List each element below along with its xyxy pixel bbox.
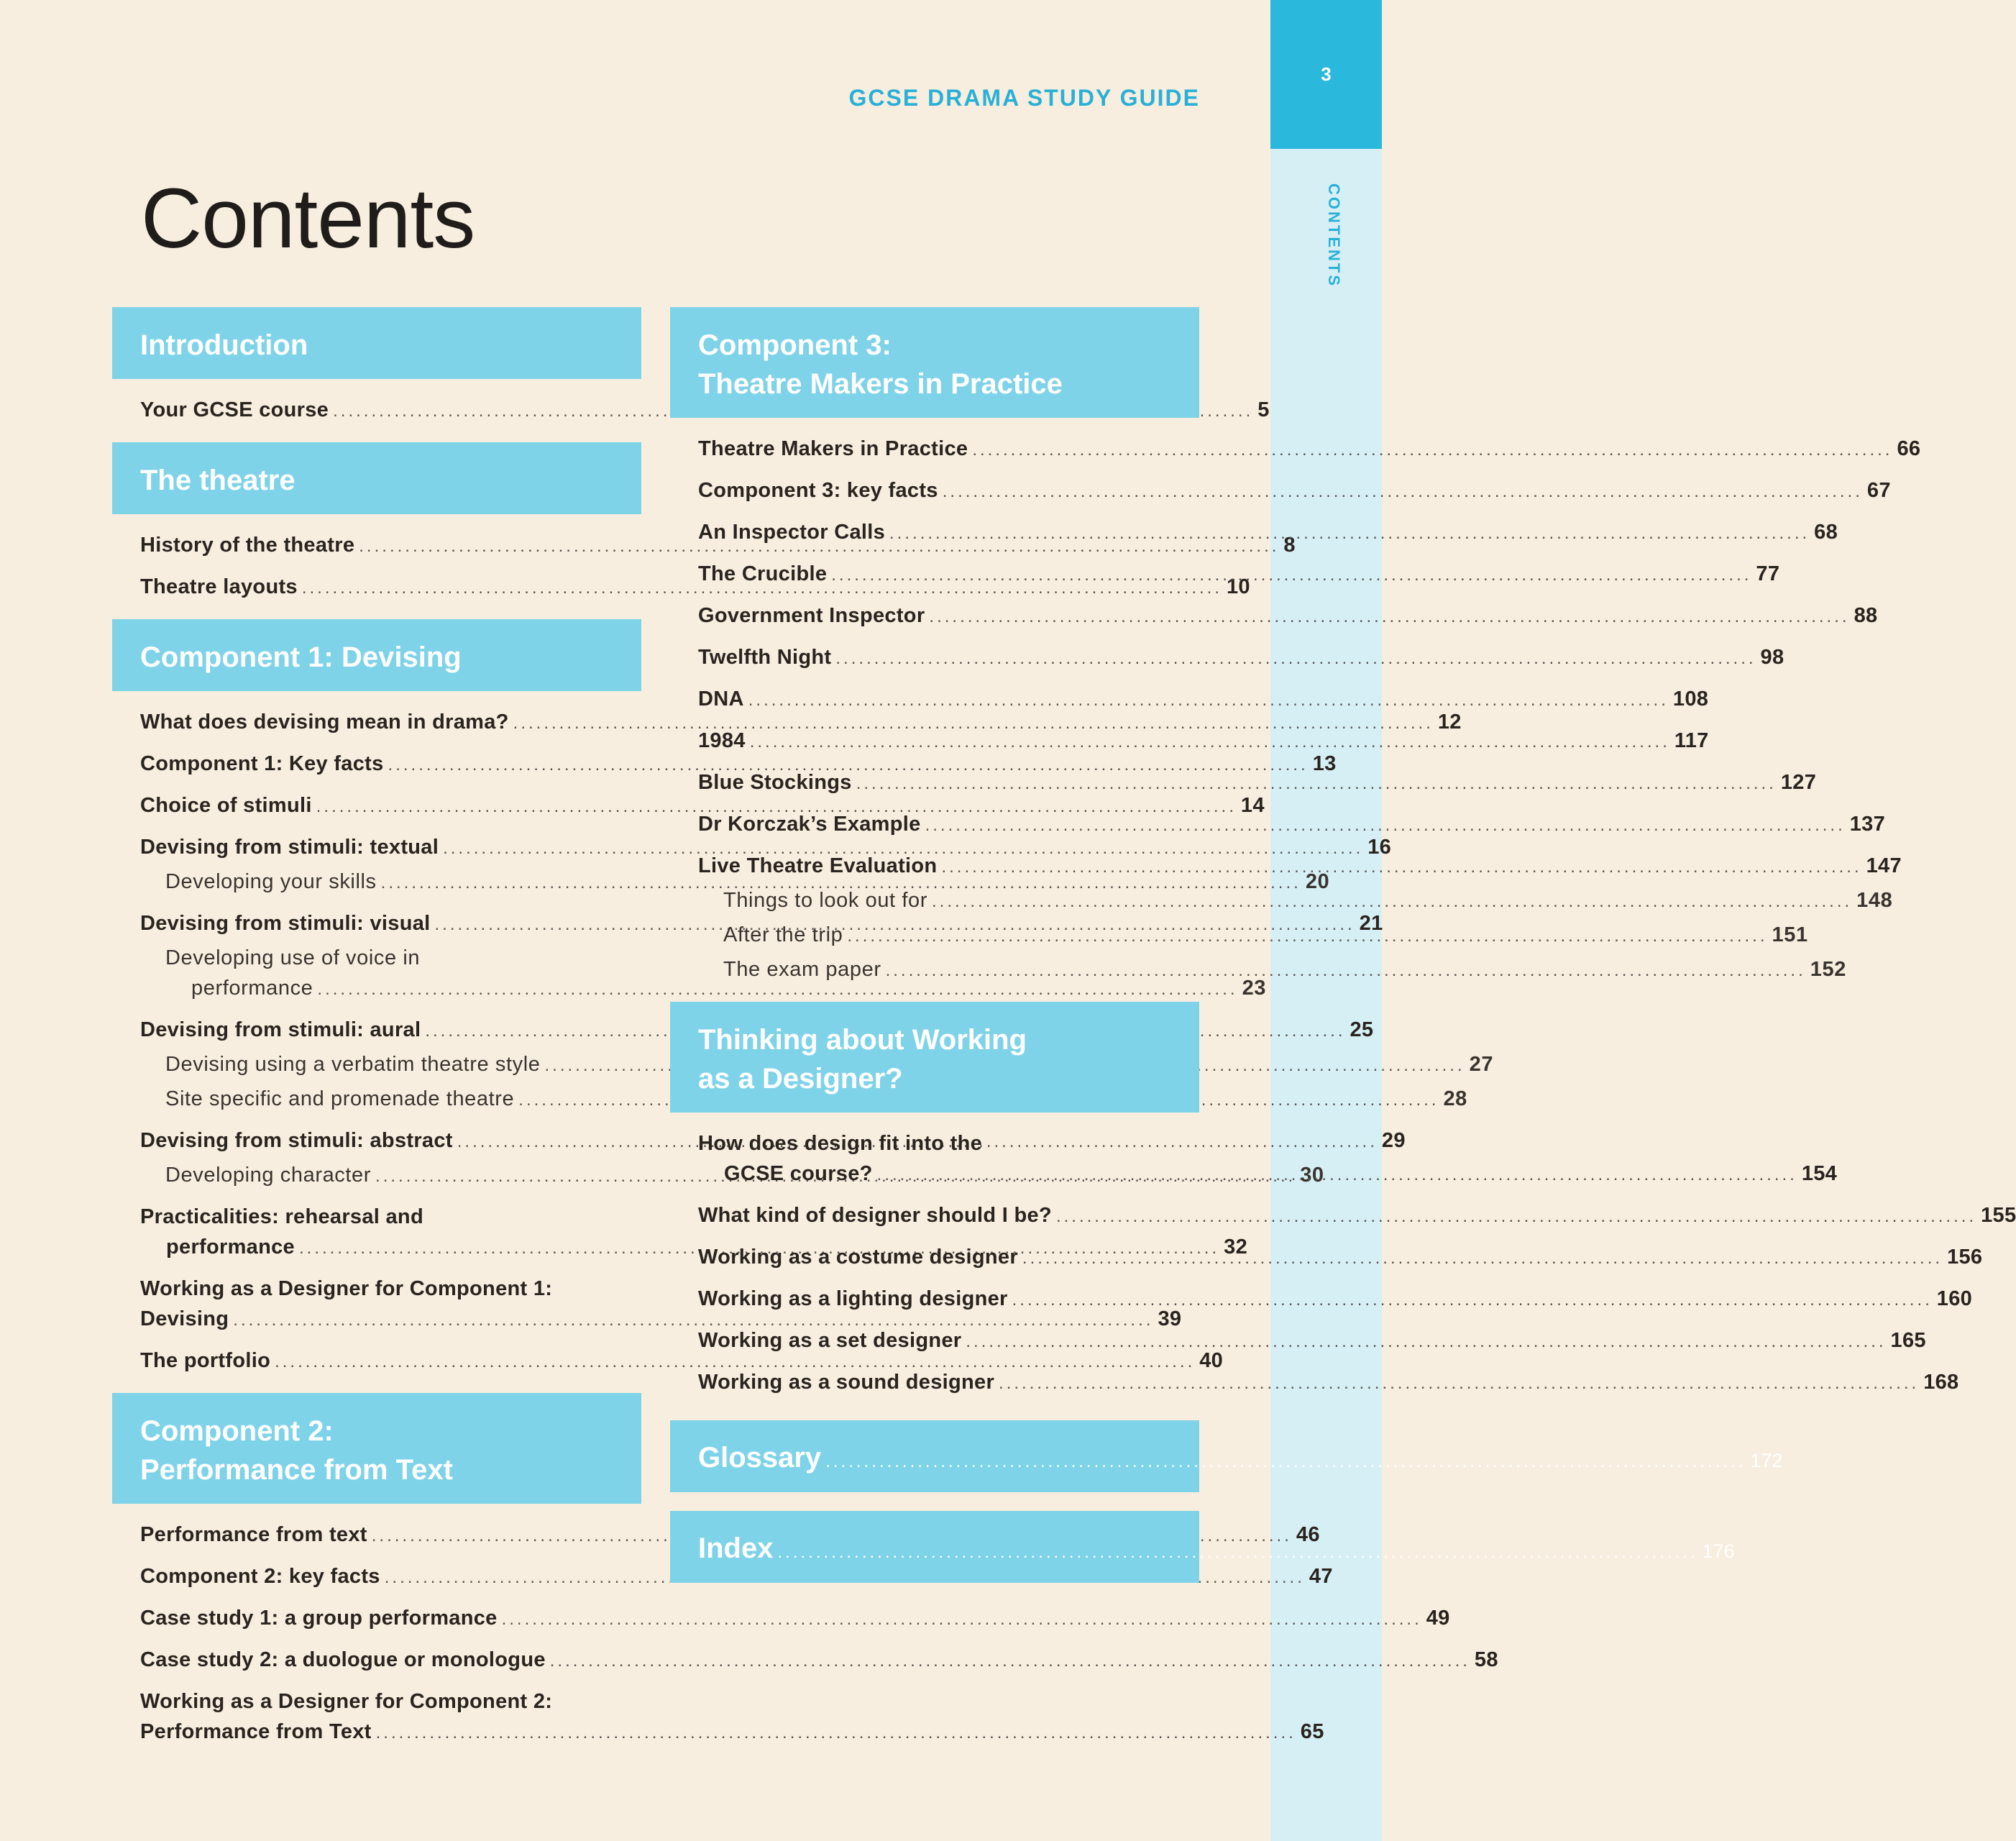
page-ref: 5	[1257, 398, 1270, 421]
dot-leader	[835, 644, 1756, 674]
dot-leader	[972, 435, 1892, 465]
page-ref: 68	[1814, 521, 1838, 544]
toc-entry[interactable]: Blue Stockings ..... 127	[670, 767, 1199, 799]
toc-entry[interactable]: Working as a sound designer ..... 168	[670, 1367, 1199, 1399]
dot-leader	[966, 1327, 1886, 1357]
page-ref: 23	[1242, 977, 1267, 1000]
page-ref: 147	[1866, 854, 1902, 877]
toc-entry[interactable]: Devising from stimuli: textual ..... 16	[112, 832, 641, 864]
toc-sub-entry[interactable]: Developing your skills ..... 20	[112, 867, 641, 898]
dot-leader	[932, 887, 1852, 917]
toc-entry[interactable]: Working as a Designer for Component 2: Performance from Text ..... 65	[112, 1686, 641, 1748]
page-ref: 20	[1305, 870, 1330, 893]
toc-entry[interactable]: The portfolio ..... 40	[112, 1346, 641, 1377]
page-ref: 58	[1474, 1648, 1498, 1671]
page-ref: 67	[1866, 479, 1891, 502]
dot-leader	[1012, 1285, 1933, 1315]
page-ref: 21	[1359, 912, 1383, 935]
page-ref: 148	[1856, 889, 1893, 912]
page-ref: 108	[1672, 687, 1709, 711]
page-ref: 127	[1780, 771, 1817, 794]
dot-leader	[1056, 1202, 1976, 1232]
page-ref: 32	[1224, 1235, 1247, 1258]
toc-entry[interactable]: Performance from text ..... 46	[112, 1520, 641, 1551]
toc-entry[interactable]: 1984 ..... 117	[670, 726, 1199, 757]
toc-entry[interactable]: The Crucible ..... 77	[670, 559, 1199, 590]
glossary-link[interactable]: Glossary ..... 172	[670, 1420, 1199, 1492]
toc-entry[interactable]: Working as a set designer ..... 165	[670, 1325, 1199, 1357]
page-ref: 98	[1760, 646, 1784, 669]
toc-entry[interactable]: Dr Korczak’s Example ..... 137	[670, 809, 1199, 841]
page-ref: 30	[1300, 1164, 1324, 1187]
section-heading-the-theatre[interactable]: The theatre	[112, 442, 641, 514]
toc-entry[interactable]: An Inspector Calls ..... 68	[670, 517, 1199, 549]
page-ref: 14	[1240, 794, 1265, 817]
page-ref: 12	[1437, 711, 1462, 734]
page-ref: 176	[1702, 1540, 1735, 1562]
toc-sub-entry[interactable]: Developing use of voice in performance ..... 23	[112, 943, 641, 1005]
page-ref: 40	[1199, 1349, 1224, 1372]
page-ref: 49	[1426, 1607, 1450, 1630]
page-ref: 77	[1756, 562, 1780, 585]
dot-leader	[376, 1718, 1296, 1748]
toc-entry[interactable]: Case study 2: a duologue or monologue ..... 58	[112, 1645, 641, 1676]
toc-entry[interactable]: Component 2: key facts ..... 47	[112, 1561, 641, 1593]
toc-entry[interactable]: How does design fit into the GCSE course? ..... 154	[670, 1128, 1199, 1190]
toc-entry[interactable]: Working as a lighting designer ..... 160	[670, 1284, 1199, 1315]
page-ref: 151	[1772, 923, 1808, 946]
dot-leader	[999, 1369, 1919, 1399]
page-ref: 16	[1367, 836, 1392, 859]
page-ref: 66	[1897, 437, 1921, 460]
dot-leader	[550, 1646, 1470, 1676]
page-number-tab	[1270, 0, 1382, 149]
section-heading-component-2[interactable]: Component 2: Performance from Text	[112, 1393, 641, 1504]
page-ref: 172	[1750, 1450, 1783, 1471]
toc-entry[interactable]: Practicalities: rehearsal and performance ..... 32	[112, 1202, 641, 1264]
page-ref: 137	[1849, 813, 1886, 836]
toc-entry[interactable]: Component 3: key facts ..... 67	[670, 475, 1199, 507]
toc-entry[interactable]: Case study 1: a group performance ..... 49	[112, 1603, 641, 1635]
dot-leader	[750, 727, 1670, 757]
page-ref: 29	[1381, 1129, 1406, 1152]
dot-leader	[941, 852, 1861, 882]
page-ref: 10	[1227, 575, 1250, 598]
page-ref: 88	[1854, 604, 1878, 627]
toc-entry[interactable]: Devising from stimuli: abstract ..... 29	[112, 1125, 641, 1157]
page-title: Contents	[141, 171, 475, 266]
dot-leader	[886, 956, 1806, 986]
page-ref: 155	[1981, 1204, 2016, 1227]
section-heading-introduction[interactable]: Introduction	[112, 307, 641, 379]
toc-entry[interactable]: Live Theatre Evaluation ..... 147	[670, 851, 1199, 882]
page-ref: 152	[1810, 958, 1846, 981]
dot-leader	[889, 519, 1810, 549]
dot-leader	[748, 685, 1669, 716]
page-number: 3	[1321, 63, 1332, 85]
page-ref: 154	[1801, 1162, 1838, 1185]
toc-sub-entry[interactable]: Developing character ..... 30	[112, 1160, 641, 1192]
dot-leader	[925, 810, 1846, 841]
toc-entry[interactable]: Theatre layouts ..... 10	[112, 572, 641, 603]
dot-leader	[777, 1543, 1697, 1563]
toc-sub-entry[interactable]: The exam paper ..... 152	[670, 954, 1199, 986]
toc-entry[interactable]: DNA ..... 108	[670, 684, 1199, 716]
dot-leader	[856, 769, 1777, 799]
page-ref: 39	[1158, 1307, 1182, 1330]
page-ref: 25	[1350, 1018, 1374, 1041]
dot-leader	[943, 477, 1863, 507]
section-entries-introduction	[112, 379, 1270, 442]
toc-entry[interactable]: Working as a costume designer ..... 156	[670, 1242, 1199, 1274]
page-ref: 27	[1469, 1053, 1494, 1076]
toc-entry[interactable]: Component 1: Key facts ..... 13	[112, 749, 641, 780]
page-ref: 47	[1309, 1565, 1333, 1588]
toc-entry[interactable]: What does devising mean in drama? ..... 12	[112, 707, 641, 739]
toc-entry[interactable]: Your GCSE course ..... 5	[112, 395, 641, 426]
toc-entry[interactable]: Devising from stimuli: aural ..... 25	[112, 1015, 641, 1046]
toc-sub-entry[interactable]: Devising using a verbatim theatre style ..... 27	[112, 1049, 641, 1081]
dot-leader	[825, 1452, 1746, 1472]
page-ref: 165	[1890, 1329, 1926, 1352]
page-ref: 28	[1443, 1087, 1467, 1110]
toc-entry[interactable]: History of the theatre ..... 8	[112, 530, 641, 562]
dot-leader	[847, 921, 1767, 951]
toc-sub-entry[interactable]: After the trip ..... 151	[670, 920, 1199, 951]
toc-entry[interactable]: Working as a Designer for Component 1: Devising ..... 39	[112, 1274, 641, 1335]
side-label: CONTENTS	[1325, 183, 1343, 288]
toc-entry[interactable]: Government Inspector ..... 88	[670, 600, 1199, 632]
toc-sub-entry[interactable]: Site specific and promenade theatre ..... 28	[112, 1084, 641, 1115]
section-heading-designer[interactable]: Thinking about Working as a Designer?	[670, 1002, 1199, 1113]
section-heading-component-1[interactable]: Component 1: Devising	[112, 619, 641, 691]
toc-entry[interactable]: Twelfth Night ..... 98	[670, 642, 1199, 674]
dot-leader	[502, 1604, 1422, 1635]
running-header: GCSE DRAMA STUDY GUIDE	[848, 85, 1200, 111]
page-ref: 8	[1283, 534, 1296, 557]
dot-leader	[831, 560, 1751, 590]
page-ref: 168	[1923, 1371, 1959, 1394]
toc-entry[interactable]: Choice of stimuli ..... 14	[112, 790, 641, 822]
dot-leader	[1022, 1243, 1943, 1274]
dot-leader	[877, 1160, 1797, 1190]
toc-sub-entry[interactable]: Things to look out for ..... 148	[670, 885, 1199, 917]
toc-entry[interactable]: What kind of designer should I be? ..... 155	[670, 1200, 1199, 1232]
page-ref: 117	[1674, 729, 1709, 752]
section-heading-component-3[interactable]: Component 3: Theatre Makers in Practice	[670, 307, 1199, 418]
index-link[interactable]: Index ..... 176	[670, 1511, 1199, 1583]
page-ref: 13	[1312, 752, 1337, 775]
page-ref: 160	[1936, 1287, 1973, 1310]
toc-entry[interactable]: Devising from stimuli: visual ..... 21	[112, 908, 641, 940]
toc-entry[interactable]: Theatre Makers in Practice ..... 66	[670, 434, 1199, 465]
dot-leader	[929, 602, 1849, 632]
page-ref: 46	[1296, 1523, 1320, 1546]
page-ref: 65	[1300, 1720, 1324, 1743]
page-ref: 156	[1947, 1246, 1983, 1269]
